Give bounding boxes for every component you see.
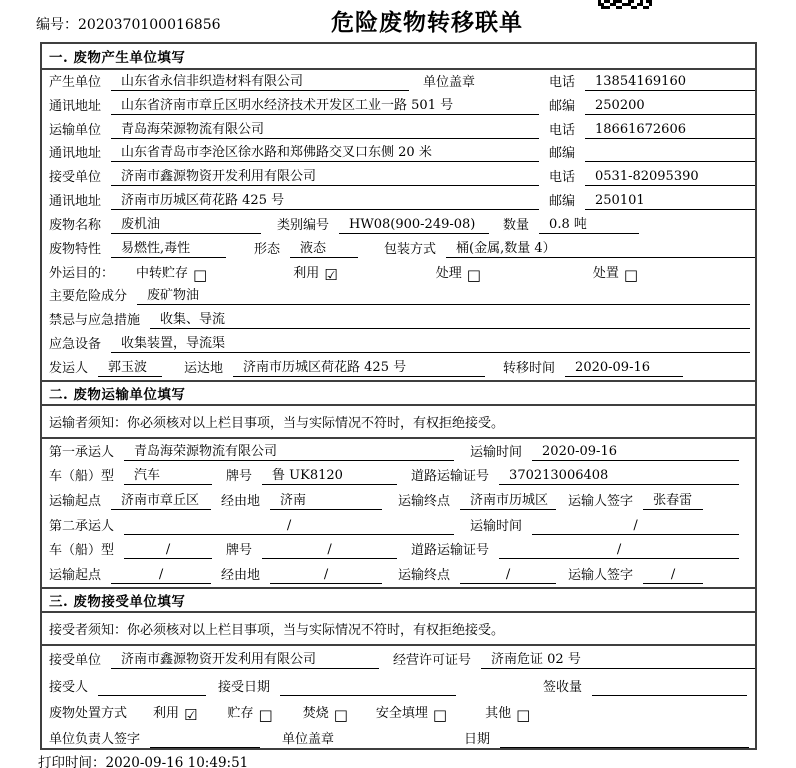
transport-time-value: 2020-09-16 [532, 444, 739, 461]
form-state-label: 形态 [254, 241, 281, 257]
terminus-label-2: 运输终点 [398, 567, 451, 583]
transporter-unit-label: 运输单位 [49, 122, 102, 138]
serial-number [36, 14, 221, 34]
producer-address-value: 山东省济南市章丘区明水经济技术开发区工业一路 501 号 [111, 98, 539, 115]
origin-label-2: 运输起点 [49, 567, 102, 583]
checkbox-unchecked-icon: □ [466, 265, 481, 284]
origin-value-2: / [111, 567, 211, 584]
transporter-phone-value: 18661672606 [585, 122, 755, 139]
accepting-unit-row [42, 646, 755, 672]
waste-property-label: 废物特性 [49, 241, 102, 257]
transporter-unit-row [42, 118, 755, 142]
receiver-address-row [42, 189, 755, 213]
emergency-equipment-value: 收集装置，导流渠 [111, 336, 750, 353]
vehicle-type-value: 汽车 [124, 468, 212, 485]
receiver-unit-value: 济南市鑫源物资开发利用有限公司 [111, 169, 539, 186]
road-permit-label: 道路运输证号 [411, 469, 490, 485]
terminus-value: 济南市历城区 [460, 493, 556, 510]
receiver-zip-label: 邮编 [548, 194, 575, 210]
disposal-storage-label: 贮存 [227, 706, 254, 722]
date-value [500, 732, 749, 748]
checkbox-unchecked-icon: □ [623, 265, 639, 284]
vehicle-type-label: 车（船）型 [49, 469, 115, 485]
carrier-signature-value: 张春雷 [643, 493, 703, 510]
plate-number-value-2: / [262, 542, 397, 559]
producer-unit-label: 产生单位 [49, 74, 102, 90]
checkbox-checked-icon: ☑ [184, 706, 198, 725]
category-code-label: 类别编号 [277, 217, 330, 233]
vehicle-type-row-1 [42, 464, 755, 489]
section-3-heading: 三. 废物接受单位填写 [42, 587, 755, 613]
category-code-value: HW08(900-249-08) [339, 217, 489, 234]
transfer-time-label: 转移时间 [503, 360, 556, 376]
packaging-value: 桶(金属,数量 4） [446, 241, 755, 258]
form-title: 危险废物转移联单 [331, 9, 523, 36]
hazard-component-row [42, 285, 755, 309]
hazard-component-label: 主要危险成分 [49, 289, 128, 305]
road-permit-label-2: 道路运输证号 [411, 543, 490, 559]
accepting-unit-label: 接受单位 [49, 653, 102, 669]
checkbox-unchecked-icon: □ [432, 706, 448, 725]
serial-label: 编号： [36, 17, 78, 33]
transporter-address-row [42, 142, 755, 166]
producer-unit-row [42, 70, 755, 94]
first-carrier-row [42, 439, 755, 464]
disposal-option-utilize [153, 706, 198, 725]
plate-number-label-2: 牌号 [226, 543, 253, 559]
transporter-zip-value [585, 146, 755, 162]
checkbox-checked-icon: ☑ [324, 265, 338, 284]
hazard-component-value: 废矿物油 [137, 288, 750, 305]
vehicle-type-row-2 [42, 538, 755, 563]
producer-phone-label: 电话 [548, 74, 575, 90]
transport-time-value-2: / [532, 518, 739, 535]
via-value-2: / [270, 567, 382, 584]
waste-name-label: 废物名称 [49, 217, 102, 233]
first-carrier-label: 第一承运人 [49, 444, 115, 460]
via-label: 经由地 [221, 493, 261, 509]
receiver-zip-value: 250101 [585, 193, 755, 210]
emergency-measures-value: 收集、导流 [150, 312, 750, 329]
receiver-notice: 接受者须知：你必须核对以上栏目事项，当与实际情况不符时，有权拒绝接受。 [42, 613, 755, 646]
disposal-option-landfill [375, 706, 448, 725]
received-quantity-label: 签收量 [542, 679, 582, 695]
receiver-address-value: 济南市历城区荷花路 425 号 [111, 193, 539, 210]
waste-name-row [42, 213, 755, 237]
acceptor-label: 接受人 [49, 679, 89, 695]
destination-label: 运达地 [184, 360, 224, 376]
disposal-option-incinerate [302, 706, 348, 725]
disposal-landfill-label: 安全填埋 [375, 706, 428, 722]
emergency-equipment-label: 应急设备 [49, 337, 102, 353]
received-quantity-value [592, 680, 747, 696]
license-number-label: 经营许可证号 [393, 653, 472, 669]
terminus-value-2: / [460, 567, 556, 584]
qr-code-fragment [598, 0, 652, 9]
responsible-signature-row [42, 725, 755, 750]
route-row-2 [42, 562, 755, 587]
road-permit-value: 370213006408 [499, 468, 739, 485]
purpose-dispose-label: 处置 [592, 265, 619, 281]
transporter-address-value: 山东省青岛市李沧区徐水路和郑佛路交叉口东侧 20 米 [111, 145, 539, 162]
producer-phone-value: 13854169160 [585, 74, 755, 91]
license-number-value: 济南危证 02 号 [481, 652, 755, 669]
receiver-phone-label: 电话 [548, 170, 575, 186]
receiver-unit-label: 接受单位 [49, 170, 102, 186]
receiver-address-label: 通讯地址 [49, 194, 102, 210]
purpose-treat-label: 处理 [435, 265, 462, 281]
origin-value: 济南市章丘区 [111, 493, 211, 510]
terminus-label: 运输终点 [398, 493, 451, 509]
responsible-signature-value [150, 732, 260, 748]
disposal-option-storage [227, 706, 273, 725]
first-carrier-value: 青岛海荣源物流有限公司 [124, 444, 454, 461]
via-label-2: 经由地 [221, 567, 261, 583]
route-row-1 [42, 488, 755, 513]
acceptor-row [42, 672, 755, 698]
destination-value: 济南市历城区荷花路 425 号 [233, 360, 485, 377]
producer-address-row [42, 94, 755, 118]
disposal-option-other [485, 706, 531, 725]
transporter-zip-label: 邮编 [548, 146, 575, 162]
section-1-heading: 一. 废物产生单位填写 [42, 44, 755, 70]
shipper-label: 发运人 [49, 360, 89, 376]
section-2-heading: 二. 废物运输单位填写 [42, 380, 755, 406]
print-time [38, 751, 248, 768]
disposal-method-row [42, 699, 755, 725]
purpose-option-treat [436, 266, 481, 282]
producer-address-label: 通讯地址 [49, 98, 102, 114]
purpose-option-transit-storage [136, 266, 207, 282]
receiver-unit-row [42, 165, 755, 189]
unit-seal-label: 单位盖章 [423, 74, 476, 90]
date-label: 日期 [464, 732, 491, 748]
purpose-transit-storage-label: 中转贮存 [136, 265, 189, 281]
checkbox-unchecked-icon: □ [516, 706, 531, 725]
emergency-measures-row [42, 308, 755, 332]
origin-label: 运输起点 [49, 493, 102, 509]
checkbox-unchecked-icon: □ [193, 265, 208, 284]
transporter-notice: 运输者须知：你必须核对以上栏目事项，当与实际情况不符时，有权拒绝接受。 [42, 406, 755, 439]
responsible-signature-label: 单位负责人签字 [49, 732, 141, 748]
acceptor-value [98, 680, 206, 696]
waste-property-row [42, 237, 755, 261]
plate-number-value: 鲁 UK8120 [262, 468, 397, 485]
waste-name-value: 废机油 [111, 217, 261, 234]
checkbox-unchecked-icon: □ [258, 706, 273, 725]
form-state-value: 液态 [290, 241, 358, 258]
quantity-value: 0.8 吨 [539, 217, 639, 234]
second-carrier-row [42, 513, 755, 538]
disposal-incinerate-label: 焚烧 [302, 706, 329, 722]
producer-unit-value: 山东省永信非织造材料有限公司 [111, 74, 409, 91]
emergency-measures-label: 禁忌与应急措施 [49, 313, 141, 329]
road-permit-value-2: / [499, 542, 739, 559]
print-time-label: 打印时间： [38, 755, 106, 768]
transfer-form-table [40, 42, 757, 750]
via-value: 济南 [270, 493, 382, 510]
shipper-value: 郭玉波 [98, 360, 162, 377]
plate-number-label: 牌号 [226, 469, 253, 485]
checkbox-unchecked-icon: □ [333, 706, 348, 725]
accepting-unit-value: 济南市鑫源物资开发利用有限公司 [111, 652, 379, 669]
disposal-utilize-label: 利用 [153, 706, 180, 722]
packaging-label: 包装方式 [384, 241, 437, 257]
carrier-signature-label: 运输人签字 [568, 493, 634, 509]
vehicle-type-value-2: / [124, 542, 212, 559]
carrier-signature-label-2: 运输人签字 [568, 567, 634, 583]
purpose-option-dispose [593, 266, 638, 282]
unit-seal-label-2: 单位盖章 [282, 732, 335, 748]
transfer-purpose-label: 外运目的： [49, 265, 115, 281]
waste-property-value: 易燃性,毒性 [111, 241, 226, 258]
transporter-phone-label: 电话 [548, 122, 575, 138]
emergency-equipment-row [42, 332, 755, 356]
accept-date-value [280, 680, 456, 696]
producer-zip-label: 邮编 [548, 98, 575, 114]
quantity-label: 数量 [503, 217, 530, 233]
transporter-unit-value: 青岛海荣源物流有限公司 [111, 122, 539, 139]
producer-zip-value: 250200 [585, 98, 755, 115]
transporter-address-label: 通讯地址 [49, 146, 102, 162]
second-carrier-value: / [124, 518, 454, 535]
transport-time-label: 运输时间 [470, 444, 523, 460]
purpose-utilize-label: 利用 [293, 265, 320, 281]
serial-value: 2020370100016856 [78, 17, 221, 33]
vehicle-type-label-2: 车（船）型 [49, 543, 115, 559]
print-time-value: 2020-09-16 10:49:51 [105, 755, 249, 768]
disposal-method-label: 废物处置方式 [49, 706, 128, 722]
disposal-other-label: 其他 [485, 706, 512, 722]
receiver-phone-value: 0531-82095390 [585, 169, 755, 186]
transfer-time-value: 2020-09-16 [565, 360, 683, 377]
transfer-purpose-row [42, 261, 755, 285]
second-carrier-label: 第二承运人 [49, 518, 115, 534]
purpose-option-utilize [293, 266, 337, 282]
shipper-row [42, 356, 755, 380]
carrier-signature-value-2: / [643, 567, 703, 584]
transport-time-label-2: 运输时间 [470, 518, 523, 534]
accept-date-label: 接受日期 [218, 679, 271, 695]
